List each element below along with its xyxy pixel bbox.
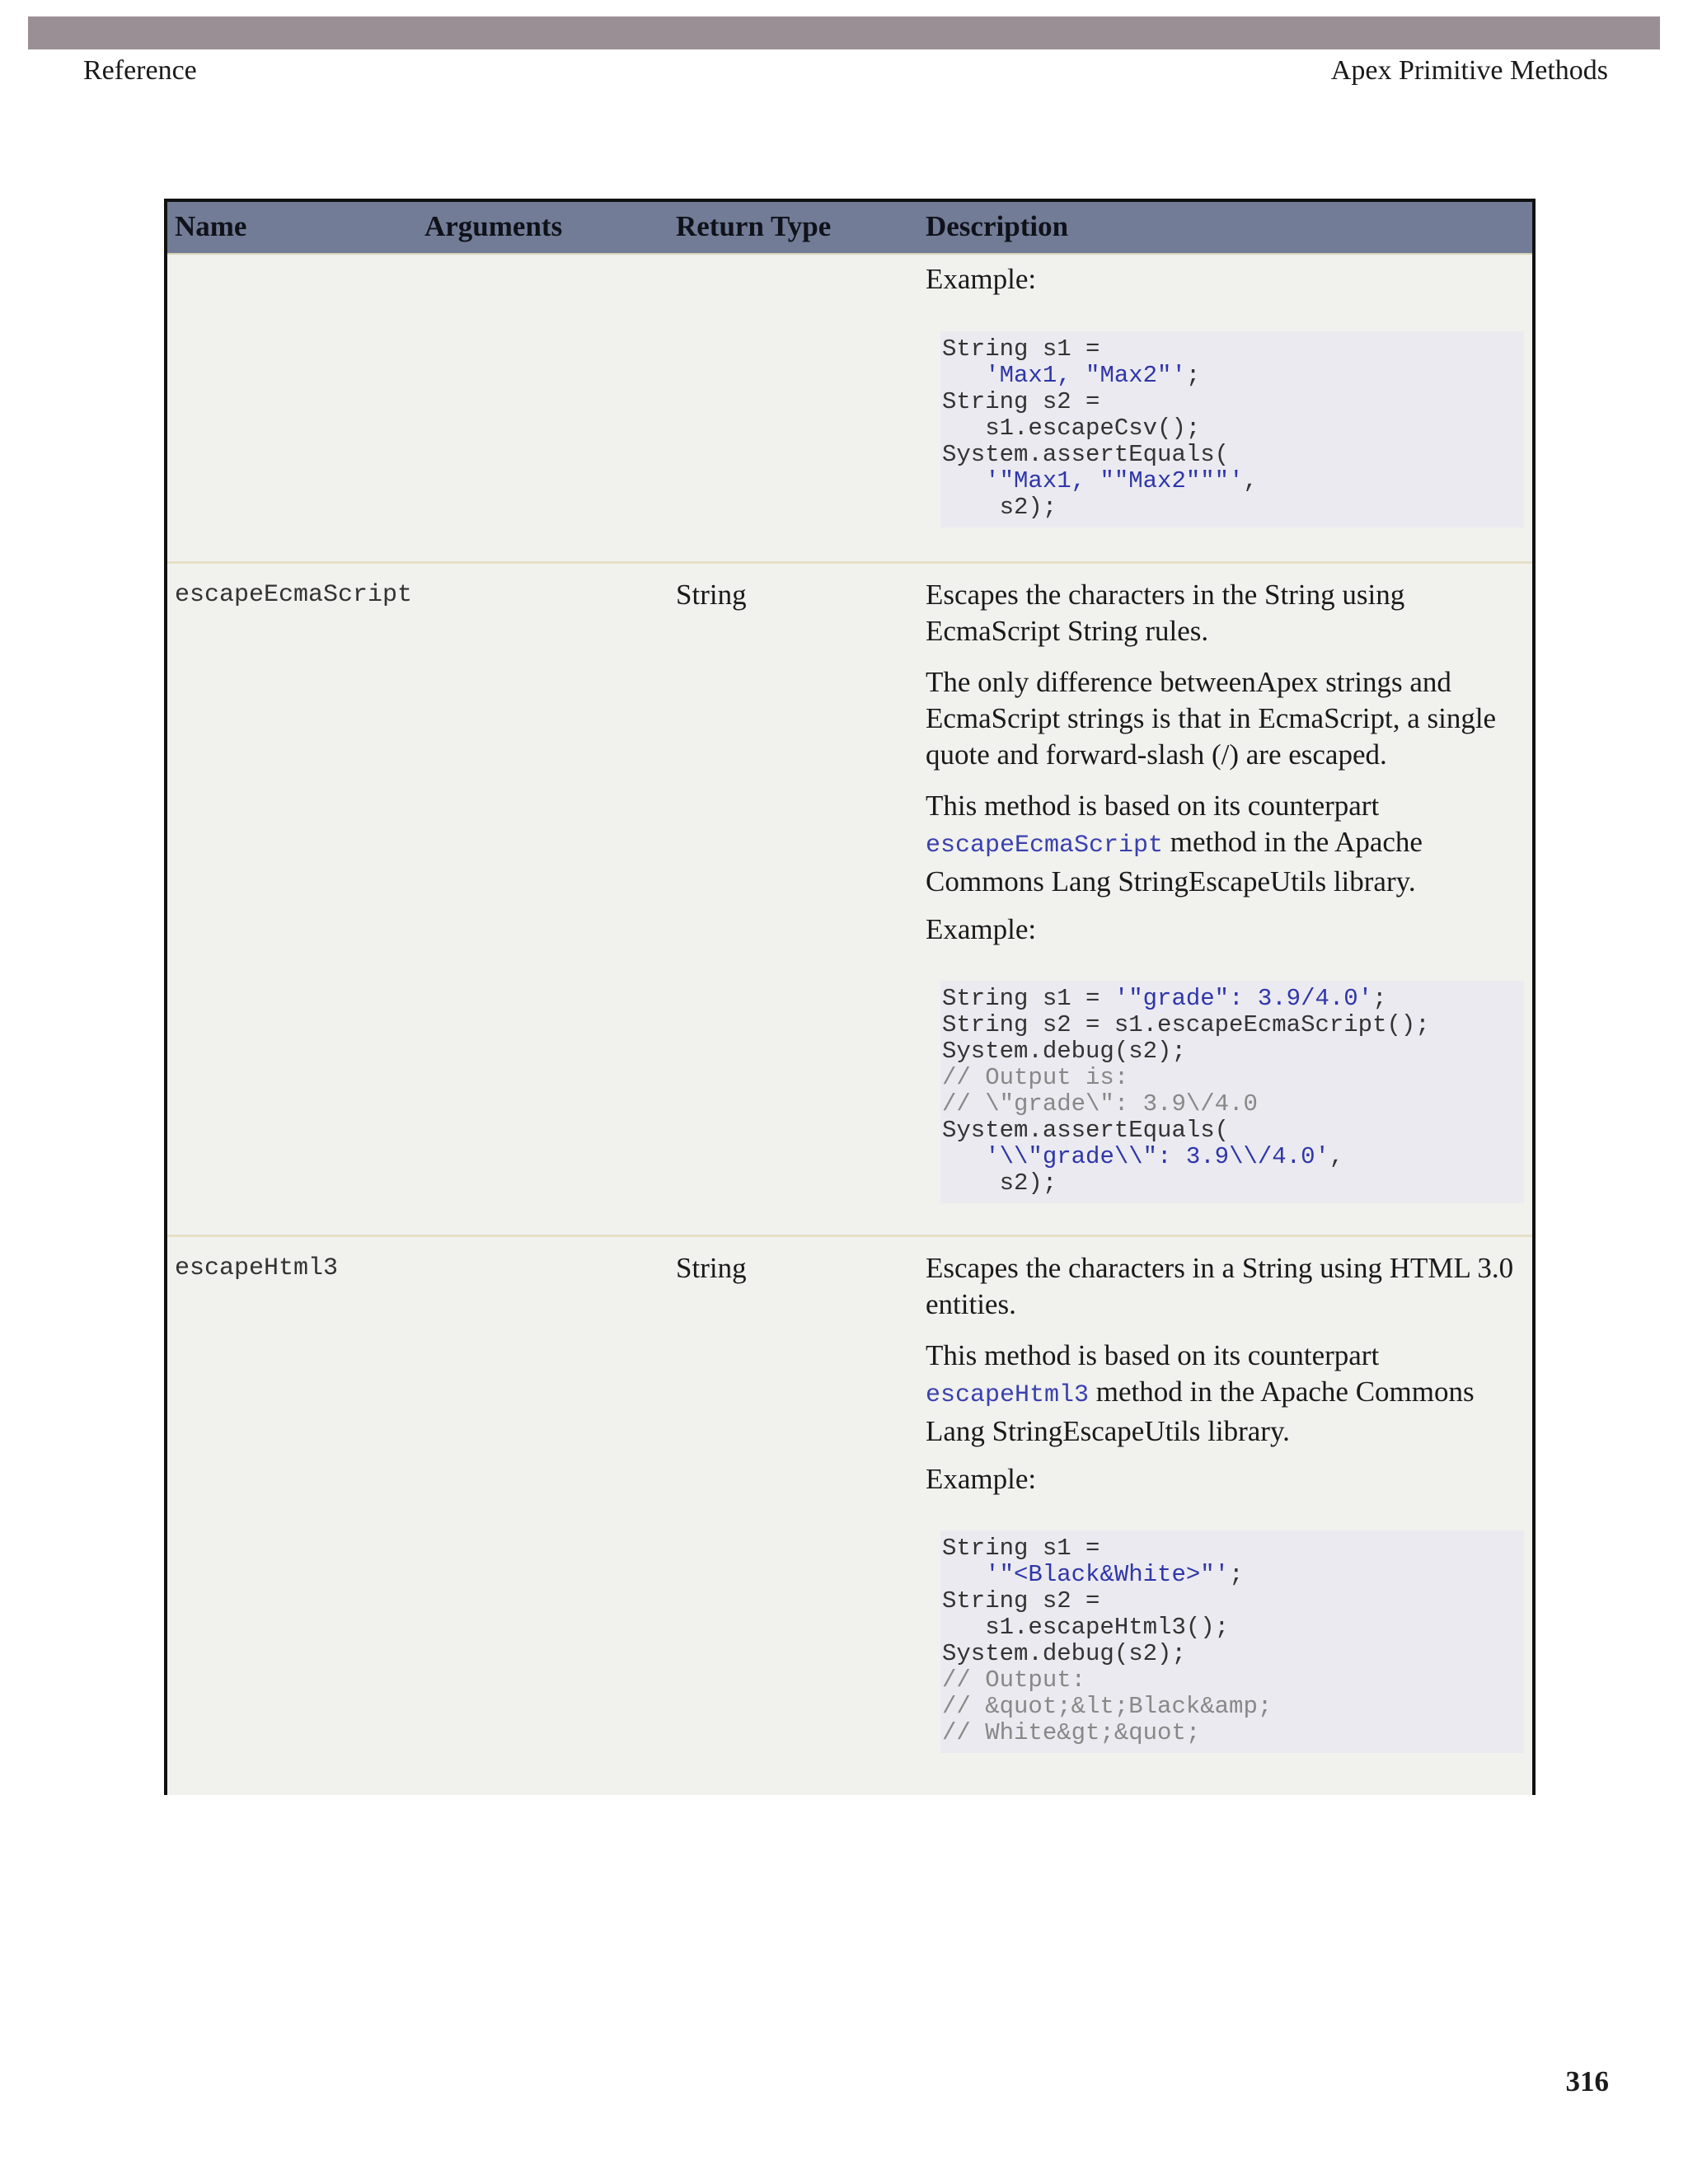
description-paragraph: Escapes the characters in the String using EcmaScript String rules. xyxy=(926,579,1405,647)
header-bar xyxy=(28,16,1660,49)
code-comment: // \"grade\": 3.9\/4.0 xyxy=(942,1090,1258,1118)
code-line xyxy=(940,1038,1524,1065)
inline-code: escapeEcmaScript xyxy=(926,832,1164,860)
header-chapter-title: Apex Primitive Methods xyxy=(1330,55,1608,86)
code-line xyxy=(940,1535,1524,1562)
code-text: ; xyxy=(1372,985,1387,1012)
code-line xyxy=(940,1091,1524,1118)
column-header-description: Description xyxy=(926,210,1069,242)
code-text: String s2 = xyxy=(942,388,1100,415)
code-line xyxy=(940,468,1524,494)
code-example xyxy=(940,981,1524,1203)
code-line xyxy=(940,363,1524,389)
code-string: '"<Black&White>"' xyxy=(985,1561,1230,1588)
code-text: System.debug(s2); xyxy=(942,1640,1186,1667)
code-example xyxy=(940,331,1524,527)
column-header-name: Name xyxy=(175,210,247,242)
code-example xyxy=(940,1530,1524,1753)
code-text: , xyxy=(1329,1143,1344,1170)
return-type: String xyxy=(676,579,747,611)
code-text: , xyxy=(1243,467,1258,494)
code-text: String s1 = xyxy=(942,335,1100,363)
code-line xyxy=(940,1667,1524,1694)
code-line xyxy=(940,1562,1524,1588)
code-line xyxy=(940,415,1524,442)
description-paragraph: The only difference betweenApex strings and EcmaScript strings is that in EcmaScript, a single quote and forward-slash (/) are escaped. xyxy=(926,666,1497,771)
code-text xyxy=(942,1561,985,1588)
code-text: ; xyxy=(1229,1561,1244,1588)
code-text: String s1 = xyxy=(942,1535,1100,1562)
example-label: Example: xyxy=(926,913,1037,945)
code-text: s2); xyxy=(942,1169,1057,1197)
description-paragraph: This method is based on its counterpart escapeEcmaScript method in the Apache Commons Lang StringEscapeUtils library. xyxy=(926,790,1423,898)
code-text: String s1 = xyxy=(942,985,1114,1012)
code-line xyxy=(940,1012,1524,1038)
code-line xyxy=(940,1694,1524,1720)
code-line xyxy=(940,1144,1524,1170)
table-header xyxy=(167,202,1532,255)
code-line xyxy=(940,986,1524,1012)
code-line xyxy=(940,494,1524,521)
code-text: System.assertEquals( xyxy=(942,441,1230,468)
row-separator xyxy=(167,1235,1532,1237)
code-line xyxy=(940,1615,1524,1641)
methods-table xyxy=(164,199,1536,1795)
code-text: System.assertEquals( xyxy=(942,1117,1230,1144)
code-string: '\\"grade\\": 3.9\\/4.0' xyxy=(985,1143,1329,1170)
code-string: 'Max1, "Max2"' xyxy=(985,362,1186,389)
column-header-arguments: Arguments xyxy=(424,210,563,242)
code-line xyxy=(940,389,1524,415)
description-paragraph: Escapes the characters in a String using HTML 3.0 entities. xyxy=(926,1252,1514,1320)
code-text: String s2 = xyxy=(942,1587,1100,1615)
code-comment: // &quot;&lt;Black&amp; xyxy=(942,1693,1273,1720)
code-text xyxy=(942,1143,985,1170)
code-line xyxy=(940,1118,1524,1144)
code-line xyxy=(940,442,1524,468)
method-name: escapeHtml3 xyxy=(175,1254,339,1282)
code-comment: // Output: xyxy=(942,1666,1086,1694)
example-label: Example: xyxy=(926,1463,1037,1495)
code-string: '"grade": 3.9/4.0' xyxy=(1114,985,1373,1012)
return-type: String xyxy=(676,1252,747,1284)
code-text: s1.escapeHtml3(); xyxy=(942,1614,1230,1641)
page-number: 316 xyxy=(1565,2065,1609,2097)
row-separator xyxy=(167,561,1532,564)
code-text xyxy=(942,362,985,389)
header-section-title: Reference xyxy=(83,55,197,86)
description-paragraph: This method is based on its counterpart escapeHtml3 method in the Apache Commons Lang StringEscapeUtils library. xyxy=(926,1339,1475,1447)
method-name: escapeEcmaScript xyxy=(175,581,413,609)
code-comment: // White&gt;&quot; xyxy=(942,1719,1201,1746)
code-text: System.debug(s2); xyxy=(942,1038,1186,1065)
code-line xyxy=(940,1170,1524,1197)
code-line xyxy=(940,1641,1524,1667)
column-header-return-type: Return Type xyxy=(676,210,832,242)
code-line xyxy=(940,1588,1524,1615)
example-label: Example: xyxy=(926,263,1037,295)
code-text xyxy=(942,467,985,494)
code-text: ; xyxy=(1185,362,1201,389)
code-text: s1.escapeCsv(); xyxy=(942,415,1201,442)
code-string: '"Max1, ""Max2"""' xyxy=(985,467,1244,494)
code-text: s2); xyxy=(942,494,1057,521)
code-line xyxy=(940,1065,1524,1091)
code-line xyxy=(940,1720,1524,1746)
inline-code: escapeHtml3 xyxy=(926,1381,1090,1409)
code-line xyxy=(940,336,1524,363)
code-text: String s2 = s1.escapeEcmaScript(); xyxy=(942,1011,1430,1038)
code-comment: // Output is: xyxy=(942,1064,1129,1091)
